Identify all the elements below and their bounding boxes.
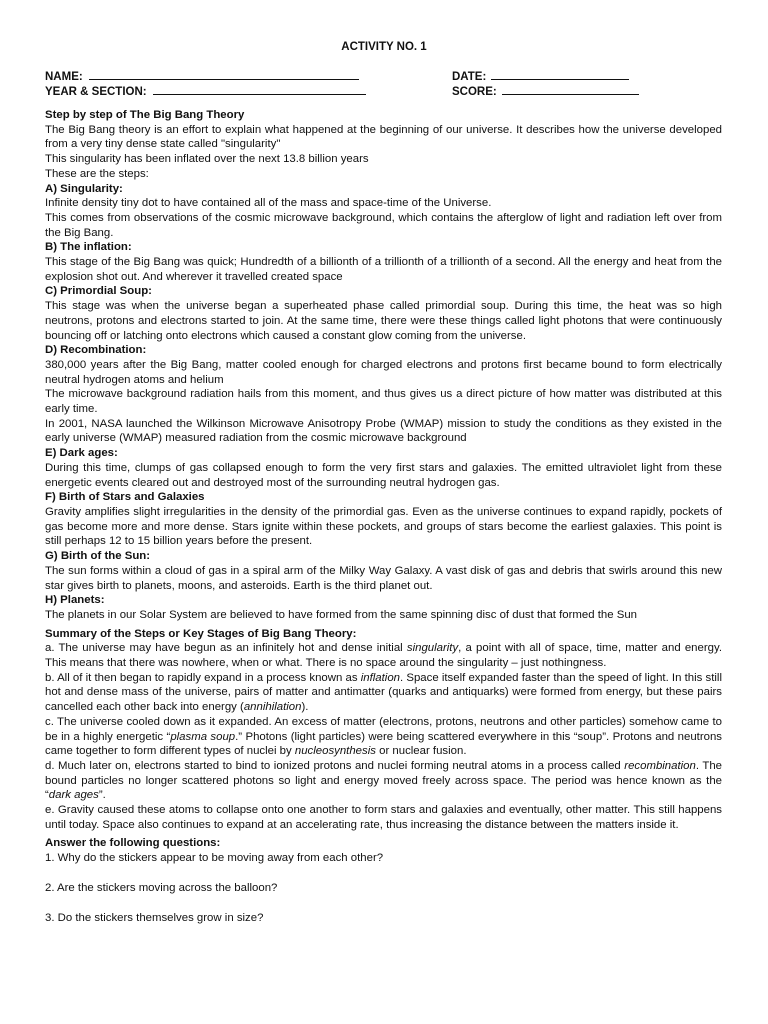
year-section-field xyxy=(45,83,366,100)
step-heading: H) Planets: xyxy=(45,594,105,607)
step-heading: B) The inflation: xyxy=(45,241,132,254)
step-paragraph: This stage was when the universe began a superheated phase called primordial soup. During this time, the heat was so high neutrons, protons and electrons started to join. At the same time, there were these things called light photons that were continuously bouncing off or latching onto electrons which caused a constant glow coming from the universe. xyxy=(45,300,722,342)
summary-item-a: a. The universe may have begun as an infinitely hot and dense initial singularity, a point with all of space, time, matter and energy. This means that there was nowhere, when or what. There is no space around the singularity – just nothingness. xyxy=(45,642,722,670)
date-blank-line xyxy=(491,68,629,80)
step-heading: D) Recombination: xyxy=(45,344,147,357)
step-paragraph: Gravity amplifies slight irregularities in the density of the primordial gas. Even as the universe continues to expand rapidly, pockets of gas become more and more dense. Stars ignite within these pockets, and groups of stars become the earliest galaxies. This point is still perhaps 12 to 15 billion years before the present. xyxy=(45,505,722,548)
date-label: DATE: xyxy=(452,71,487,83)
step-paragraph: This comes from observations of the cosmic microwave background, which contains the afterglow of light and radiation left over from the Big Bang. xyxy=(45,211,722,239)
name-label: NAME: xyxy=(45,71,83,83)
year-section-blank-line xyxy=(153,83,366,95)
step-paragraph: The microwave background radiation hails from this moment, and thus gives us a direct picture of how matter was distributed at this early time. xyxy=(45,388,722,416)
intro-paragraph: This singularity has been inflated over the next 13.8 billion years xyxy=(45,153,369,166)
intro-heading: Step by step of The Big Bang Theory xyxy=(45,109,245,121)
worksheet-content xyxy=(45,108,722,925)
step-paragraph: The planets in our Solar System are believed to have formed from the same spinning disc of dust that formed the Sun xyxy=(45,608,637,621)
summary-heading: Summary of the Steps or Key Stages of Big Bang Theory: xyxy=(45,627,357,640)
step-paragraph: Infinite density tiny dot to have contained all of the mass and space-time of the Universe. xyxy=(45,197,492,210)
step-heading: F) Birth of Stars and Galaxies xyxy=(45,491,205,504)
step-heading: A) Singularity: xyxy=(45,182,123,195)
step-paragraph: The sun forms within a cloud of gas in a spiral arm of the Milky Way Galaxy. A vast disk of gas and debris that swirls around this new star gives birth to planets, moons, and asteroids. Earth is the third planet out. xyxy=(45,564,722,592)
year-section-label: YEAR & SECTION: xyxy=(45,86,147,98)
questions-heading: Answer the following questions: xyxy=(45,837,221,850)
step-paragraph: This stage of the Big Bang was quick; Hundredth of a billionth of a trillionth of a trillionth of a second. All the energy and heat from the explosion shot out. And wherever it travelled created space xyxy=(45,256,722,283)
step-heading: C) Primordial Soup: xyxy=(45,285,152,298)
step-paragraph: 380,000 years after the Big Bang, matter cooled enough for charged electrons and protons first became bound to form electrically neutral hydrogen atoms and helium xyxy=(45,358,722,386)
summary-item-d: d. Much later on, electrons started to bind to ionized protons and nuclei forming neutral atoms in a process called recombination. The bound particles no longer scattered photons so light and energy moved freely across space. The period was hence known as the “dark ages”. xyxy=(45,759,722,802)
question-3: 3. Do the stickers themselves grow in size? xyxy=(45,911,264,924)
step-heading: E) Dark ages: xyxy=(45,447,118,460)
intro-paragraph: The Big Bang theory is an effort to explain what happened at the beginning of our universe. It describes how the universe developed from a very tiny dense state called "singularity" xyxy=(45,123,722,151)
step-heading: G) Birth of the Sun: xyxy=(45,550,151,563)
question-2: 2. Are the stickers moving across the balloon? xyxy=(45,881,278,894)
intro-paragraph: These are the steps: xyxy=(45,167,149,180)
activity-title: ACTIVITY NO. 1 xyxy=(341,41,427,53)
step-paragraph: In 2001, NASA launched the Wilkinson Microwave Anisotropy Probe (WMAP) mission to study the conditions as they existed in the early universe (WMAP) measured radiation from the cosmic microwave background xyxy=(45,417,722,445)
summary-item-b: b. All of it then began to rapidly expand in a process known as inflation. Space itself expanded faster than the speed of light. In this still hot and dense mass of the universe, pairs of matter and antimatter (quarks and antiquarks) were formed from energy, but these pairs cancelled each other back into energy (annihilation). xyxy=(45,671,722,714)
step-paragraph: During this time, clumps of gas collapsed enough to form the very first stars and galaxies. The emitted ultraviolet light from these energetic events cleared out and destroyed most of the surrounding neutral hydrogen gas. xyxy=(45,461,722,489)
question-1: 1. Why do the stickers appear to be moving away from each other? xyxy=(45,852,384,865)
score-blank-line xyxy=(502,83,639,95)
summary-item-e: e. Gravity caused these atoms to collapse onto one another to form stars and galaxies and eventually, other matter. This still happens until today. Space also continues to expand at an accelerating rate, thus increasing the distance between the matters inside it. xyxy=(45,804,722,831)
summary-item-c: c. The universe cooled down as it expanded. An excess of matter (electrons, protons, neutrons and other particles) somehow came to be in a highly energetic “plasma soup.” Photons (light particles) were being scattered everywhere in this “soup”. Protons and neutrons came together to form different types of nuclei by nucleosynthesis or nuclear fusion. xyxy=(45,715,722,758)
name-blank-line xyxy=(89,68,359,80)
score-field xyxy=(452,83,639,100)
score-label: SCORE: xyxy=(452,86,497,98)
